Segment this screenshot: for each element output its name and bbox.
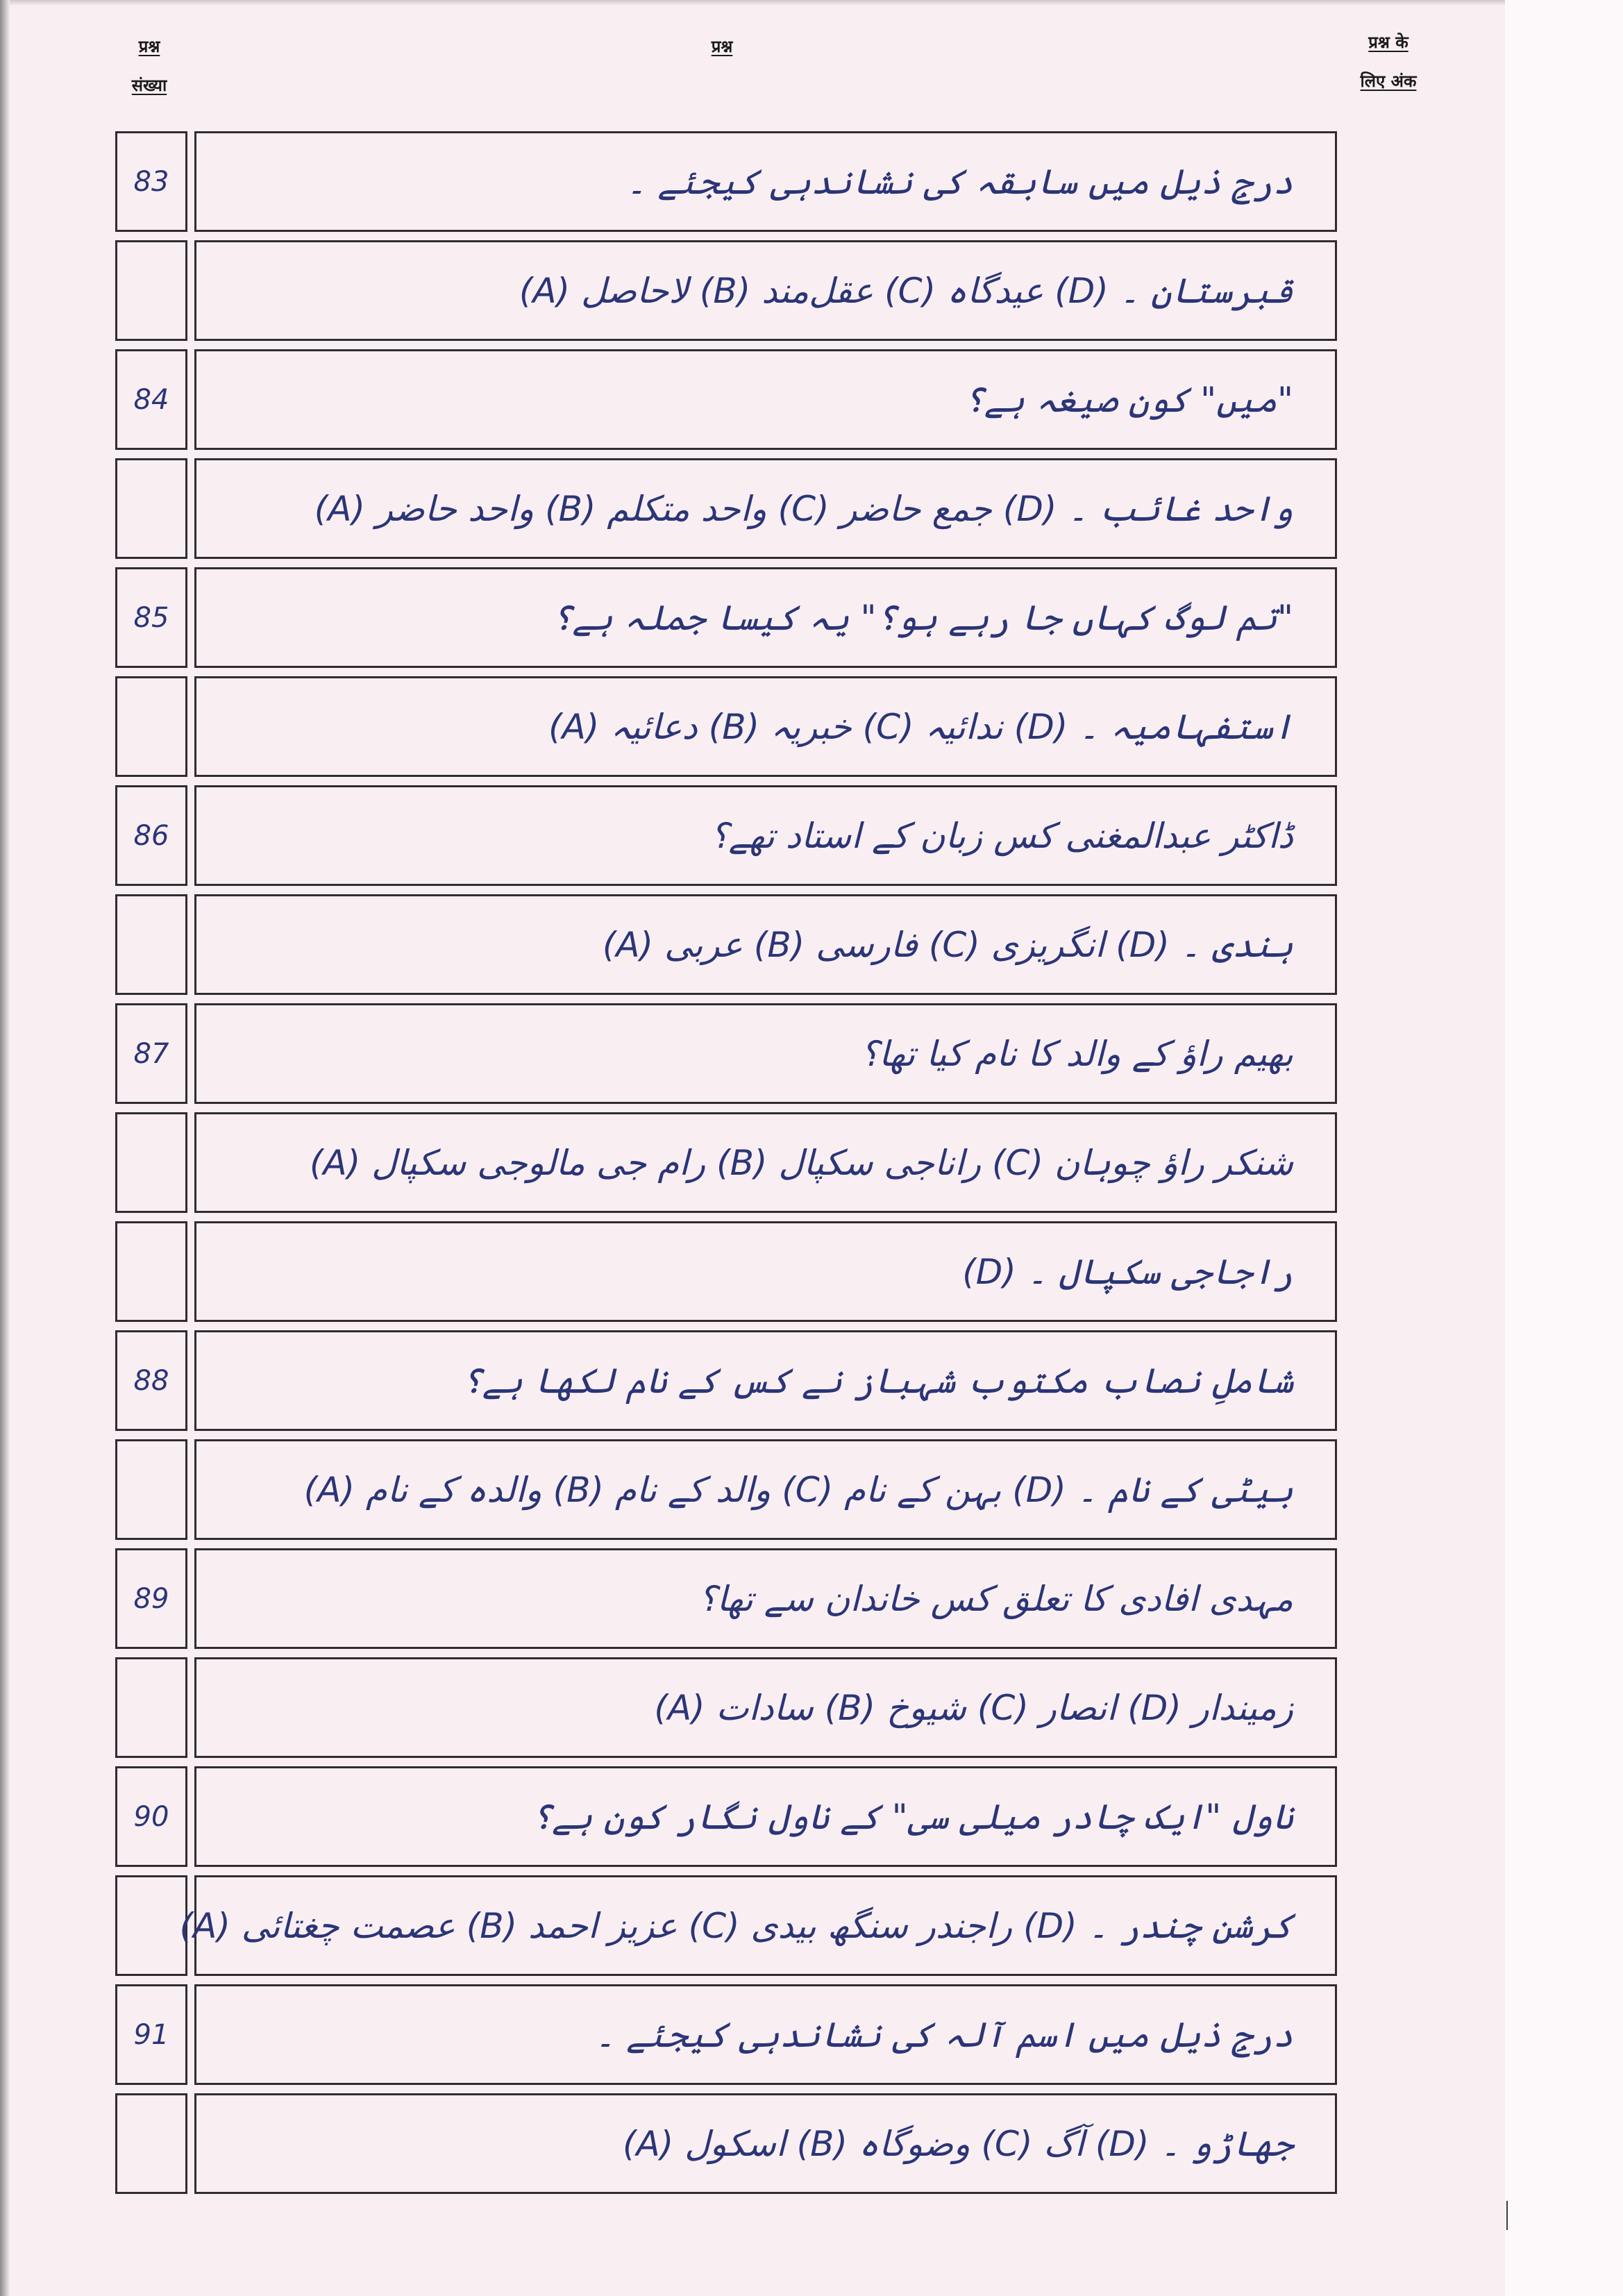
question-row xyxy=(0,785,1623,886)
question-text: درجِ ذیل میں اسم آلہ کی نشاندہی کیجئے ۔ xyxy=(594,2014,1293,2055)
options-row xyxy=(0,1112,1623,1213)
question-row xyxy=(0,567,1623,668)
question-text-cell xyxy=(194,1112,1337,1213)
header-question-number-line1: प्रश्न xyxy=(138,37,160,56)
answer-options-text: (A) دعائیہ (B) خبریہ (C) ندائیہ (D) استفہامیہ ۔ xyxy=(548,706,1293,747)
answer-options-text: (A) واحد حاضر (B) واحد متکلم (C) جمع حاضر (D) واحد غائب ۔ xyxy=(314,488,1293,529)
question-number-cell xyxy=(115,894,187,995)
question-number-cell: 86 xyxy=(115,785,187,886)
answer-options-text: (A) لاحاصل (B) عقل‌مند (C) عیدگاہ (D) قبرستان ۔ xyxy=(519,270,1293,311)
question-text: "میں" کون صیغہ ہے؟ xyxy=(964,379,1293,420)
question-text: ناول "ایک چادر میلی سی" کے ناول نگار کون ہے؟ xyxy=(531,1796,1293,1837)
answer-options-text: (D) راجاجی سکپال ۔ xyxy=(962,1251,1293,1292)
header-question-label: प्रश्न xyxy=(711,37,733,56)
question-text-cell xyxy=(194,131,1337,232)
question-text-cell xyxy=(194,1439,1337,1540)
answer-options-text: (A) عصمت چغتائی (B) عزیز احمد (C) راجندر سنگھ بیدی (D) کرشن چندر ۔ xyxy=(179,1905,1293,1946)
question-number-cell: 88 xyxy=(115,1330,187,1431)
header-marks-line1: प्रश्न के xyxy=(1368,33,1408,52)
options-row xyxy=(0,676,1623,777)
question-text: مہدی افادی کا تعلق کس خاندان سے تھا؟ xyxy=(698,1578,1293,1619)
question-number-cell: 90 xyxy=(115,1766,187,1867)
question-text-cell xyxy=(194,1984,1337,2085)
header-question xyxy=(687,36,757,75)
question-row xyxy=(0,1766,1623,1867)
question-number-cell: 83 xyxy=(115,131,187,232)
question-text-cell xyxy=(194,458,1337,559)
answer-options-text: (A) والدہ کے نام (B) والد کے نام (C) بہن کے نام (D) بیٹی کے نام ۔ xyxy=(303,1469,1293,1510)
question-text-cell xyxy=(194,1003,1337,1104)
question-text: شاملِ نصاب مکتوب شہباز نے کس کے نام لکھا ہے؟ xyxy=(462,1360,1293,1401)
question-text-cell xyxy=(194,240,1337,341)
question-text-cell xyxy=(194,1330,1337,1431)
options-row xyxy=(0,1221,1623,1322)
question-row xyxy=(0,1330,1623,1431)
options-row xyxy=(0,1657,1623,1758)
page-top-edge xyxy=(0,0,1623,6)
question-row xyxy=(0,1548,1623,1649)
question-text-cell xyxy=(194,2093,1337,2194)
question-number-cell xyxy=(115,1439,187,1540)
header-question-number xyxy=(111,36,187,114)
question-row xyxy=(0,1984,1623,2085)
options-row xyxy=(0,1439,1623,1540)
question-row xyxy=(0,349,1623,450)
question-text-cell xyxy=(194,676,1337,777)
question-text: بھیم راؤ کے والد کا نام کیا تھا؟ xyxy=(860,1033,1293,1074)
question-text-cell xyxy=(194,894,1337,995)
question-text-cell xyxy=(194,1221,1337,1322)
question-number-cell xyxy=(115,458,187,559)
question-number-cell xyxy=(115,676,187,777)
question-text-cell xyxy=(194,1548,1337,1649)
question-number-cell xyxy=(115,2093,187,2194)
header-marks-line2: लिए अंक xyxy=(1360,72,1417,91)
question-text-cell xyxy=(194,1766,1337,1867)
question-number-cell: 84 xyxy=(115,349,187,450)
options-row xyxy=(0,2093,1623,2194)
header-marks xyxy=(1340,32,1437,110)
options-row xyxy=(0,240,1623,341)
question-number-cell xyxy=(115,1657,187,1758)
options-row xyxy=(0,894,1623,995)
question-number-cell xyxy=(115,1221,187,1322)
question-text-cell xyxy=(179,1875,1337,1976)
question-number-cell xyxy=(115,1112,187,1213)
question-number-cell: 89 xyxy=(115,1548,187,1649)
question-number-cell: 91 xyxy=(115,1984,187,2085)
question-number-cell: 85 xyxy=(115,567,187,668)
question-row xyxy=(0,1003,1623,1104)
answer-options-text: (A) رام جی مالوجی سکپال (B) راناجی سکپال (C) شنکر راؤ چوہان xyxy=(309,1142,1293,1183)
answer-options-text: (A) اسکول (B) وضوگاہ (C) آگ (D) جھاڑو ۔ xyxy=(623,2123,1293,2164)
question-text-cell xyxy=(194,785,1337,886)
answer-options-text: (A) عربی (B) فارسی (C) انگریزی (D) ہندی ۔ xyxy=(602,924,1293,965)
answer-options-text: (A) سادات (B) شیوخ (C) انصار (D) زمیندار xyxy=(654,1687,1293,1728)
question-text-cell xyxy=(194,349,1337,450)
question-text: ڈاکٹر عبدالمغنی کس زبان کے استاد تھے؟ xyxy=(710,815,1293,856)
question-text: درجِ ذیل میں سابقہ کی نشاندہی کیجئے ۔ xyxy=(626,161,1293,202)
question-number-cell: 87 xyxy=(115,1003,187,1104)
options-row xyxy=(0,1875,1623,1976)
question-row xyxy=(0,131,1623,232)
question-text-cell xyxy=(194,567,1337,668)
question-number-cell xyxy=(115,240,187,341)
question-text: "تم لوگ کہاں جا رہے ہو؟" یہ کیسا جملہ ہے؟ xyxy=(552,597,1293,638)
question-number-cell xyxy=(115,1875,187,1976)
options-row xyxy=(0,458,1623,559)
question-text-cell xyxy=(194,1657,1337,1758)
header-question-number-line2: संख्या xyxy=(131,76,167,95)
stray-pen-mark xyxy=(1506,2201,1508,2230)
